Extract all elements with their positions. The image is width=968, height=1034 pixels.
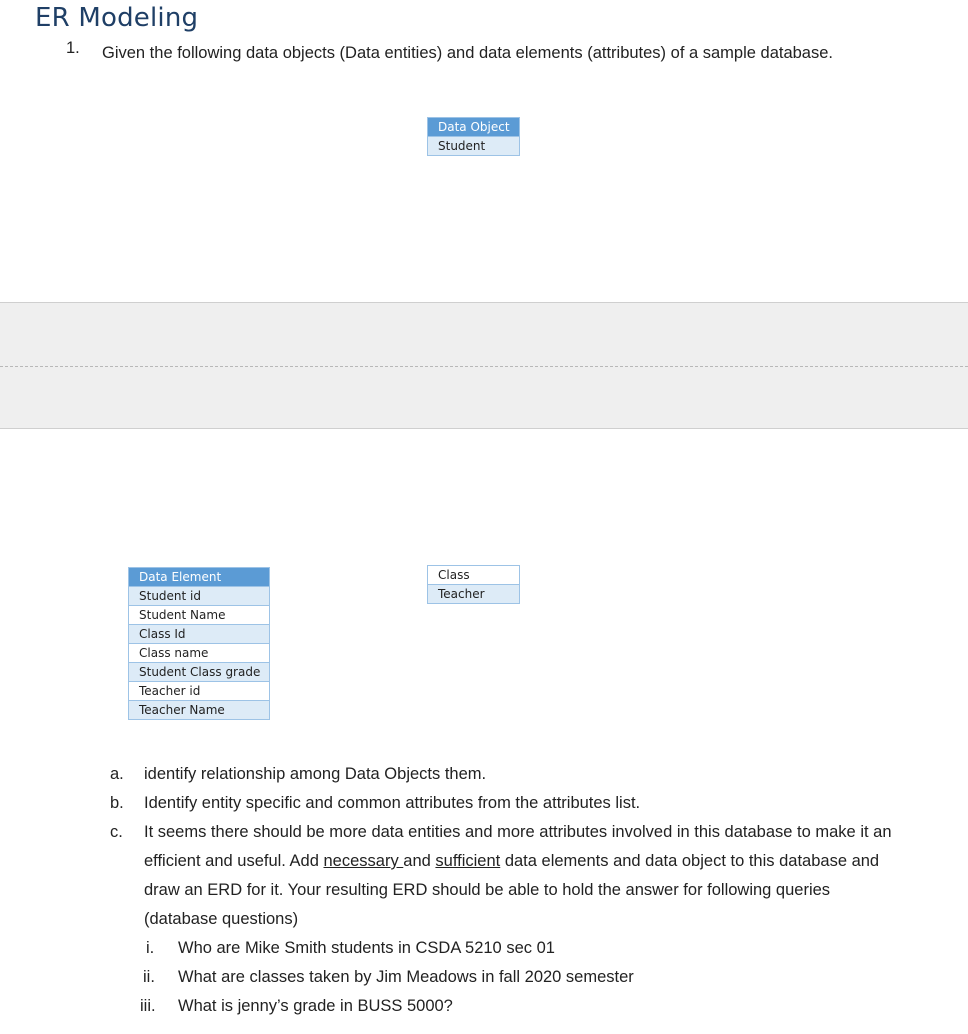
data-element-table: [128, 567, 270, 720]
data-element-header: Data Element: [129, 568, 270, 587]
data-element-row: Teacher Name: [129, 701, 270, 720]
query-text: What is jenny’s grade in BUSS 5000?: [178, 997, 453, 1015]
data-object-row: Teacher: [428, 585, 520, 604]
list-marker: iii.: [140, 997, 156, 1015]
underlined-word: necessary: [323, 852, 404, 870]
list-marker: i.: [146, 939, 155, 957]
data-element-row: Class Id: [129, 625, 270, 644]
sub-item-text: [144, 818, 906, 934]
page-title: ER Modeling: [35, 3, 199, 33]
data-element-row: Student Name: [129, 606, 270, 625]
data-element-row: Teacher id: [129, 682, 270, 701]
question-number: 1.: [66, 39, 80, 57]
data-object-row: Class: [428, 566, 520, 585]
data-object-header: Data Object: [428, 118, 520, 137]
query-text: Who are Mike Smith students in CSDA 5210 sec 01: [178, 939, 555, 957]
data-object-table: [427, 117, 520, 156]
page-break-line: [0, 366, 968, 367]
data-element-row: Class name: [129, 644, 270, 663]
data-element-row: Student Class grade: [129, 663, 270, 682]
data-object-row: Student: [428, 137, 520, 156]
data-element-row: Student id: [129, 587, 270, 606]
list-marker: ii.: [143, 968, 155, 986]
query-text: What are classes taken by Jim Meadows in fall 2020 semester: [178, 968, 634, 986]
text-segment: and: [403, 852, 436, 870]
sub-item-text: identify relationship among Data Objects them.: [144, 765, 487, 783]
list-marker: a.: [110, 765, 124, 783]
list-marker: c.: [110, 823, 123, 841]
text-segment: It seems there should be more data entities and more attributes involved in this database to make it an efficient and useful. Add: [144, 823, 892, 870]
data-object-table-continued: [427, 565, 520, 604]
underlined-word: sufficient: [435, 852, 501, 870]
text-segment: data elements and data object to this database and draw an ERD for it. Your resulting ERD should be able to hold the answer for following queries (database questions): [144, 852, 880, 928]
list-marker: b.: [110, 794, 124, 812]
question-text: Given the following data objects (Data entities) and data elements (attributes) of a sample database.: [102, 44, 833, 62]
sub-item-text: Identify entity specific and common attributes from the attributes list.: [144, 794, 641, 812]
